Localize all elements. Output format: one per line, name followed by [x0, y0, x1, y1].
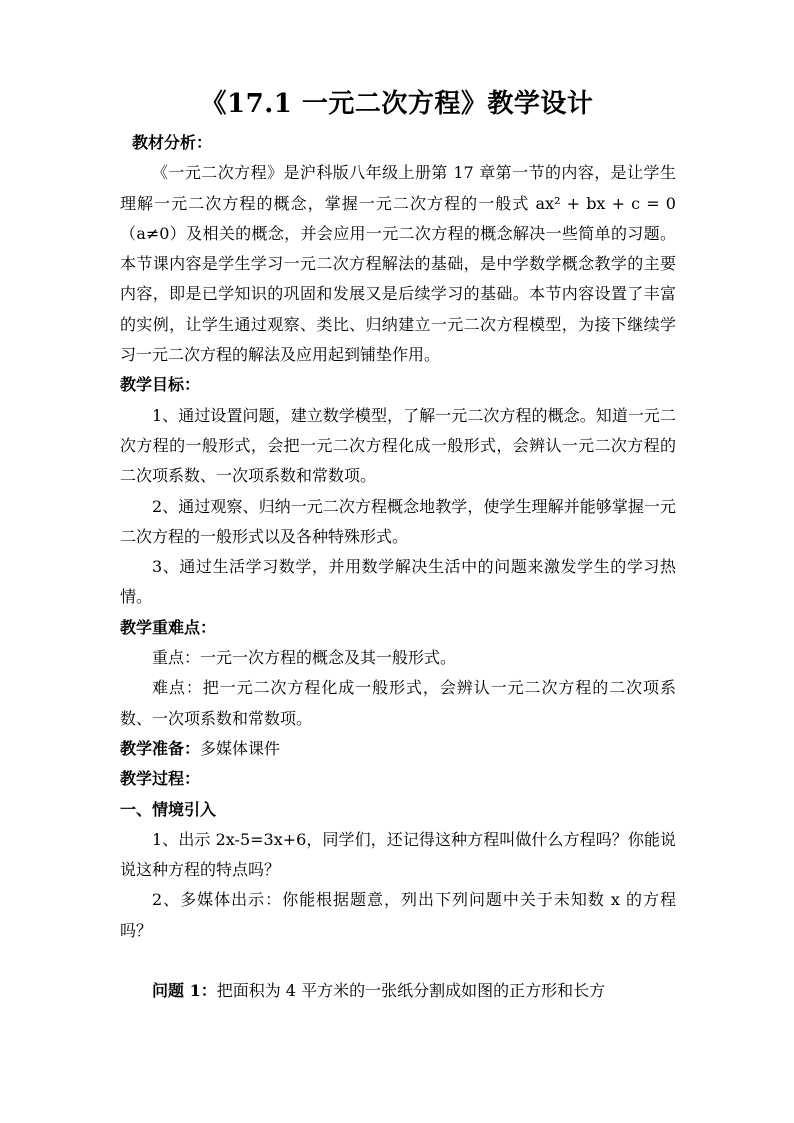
problem-1 — [120, 976, 676, 1006]
process-heading: 教学过程： — [120, 769, 201, 789]
page-title: 《17.1 一元二次方程》教学设计 — [200, 89, 594, 119]
goal-item-1: 1、通过设置问题，建立数学模型，了解一元二次方程的概念。知道一元二次方程的一般形式，会把一元二次方程化成一般形式，会辨认一元二次方程的二次项系数、一次项系数和常数项。 — [120, 405, 676, 486]
focus-point: 重点：一元一次方程的概念及其一般形式。 — [152, 648, 457, 668]
problem-1-text: 把面积为 4 平方米的一张纸分割成如图的正方形和长方 — [216, 981, 606, 1001]
section-1-heading: 一、情境引入 — [120, 799, 217, 819]
problem-1-label: 问题 1： — [152, 981, 217, 1001]
analysis-heading: 教材分析： — [132, 133, 213, 152]
difficulty-point: 难点：把一元二次方程化成一般形式，会辨认一元二次方程的二次项系数、一次项系数和常数项。 — [120, 678, 676, 728]
prep-text: 多媒体课件 — [200, 738, 281, 758]
goal-item-3: 3、通过生活学习数学，并用数学解决生活中的问题来激发学生的学习热情。 — [120, 557, 676, 607]
document-body — [120, 128, 676, 1006]
goals-heading: 教学目标： — [120, 375, 201, 395]
step-2: 2、多媒体出示：你能根据题意，列出下列问题中关于未知数 x 的方程吗？ — [120, 890, 676, 940]
prep-heading: 教学准备： — [120, 738, 201, 758]
spacer — [120, 946, 676, 976]
prep-line — [120, 734, 676, 764]
analysis-paragraph: 《一元二次方程》是沪科版八年级上册第 17 章第一节的内容，是让学生理解一元二次方程的概念，掌握一元二次方程的一般式 ax² + bx + c = 0（a≠0）及相关的概念，并会应用一元二次方程的概念解决一些简单的习题。本节课内容是学生学习一元二次方程解法的基础，是中学数学概念教学的主要内容，即是已学知识的巩固和发展又是后续学习的基础。本节内容设置了丰富的实例，让学生通过观察、类比、归纳建立一元二次方程模型，为接下继续学习一元二次方程的解法及应用起到铺垫作用。 — [120, 163, 676, 365]
step-1: 1、出示 2x-5=3x+6，同学们，还记得这种方程叫做什么方程吗？你能说说这种方程的特点吗？ — [120, 829, 676, 880]
goal-item-2: 2、通过观察、归纳一元二次方程概念地教学，使学生理解并能够掌握一元二次方程的一般形式以及各种特殊形式。 — [120, 496, 676, 546]
keypoints-heading: 教学重难点： — [120, 617, 217, 637]
